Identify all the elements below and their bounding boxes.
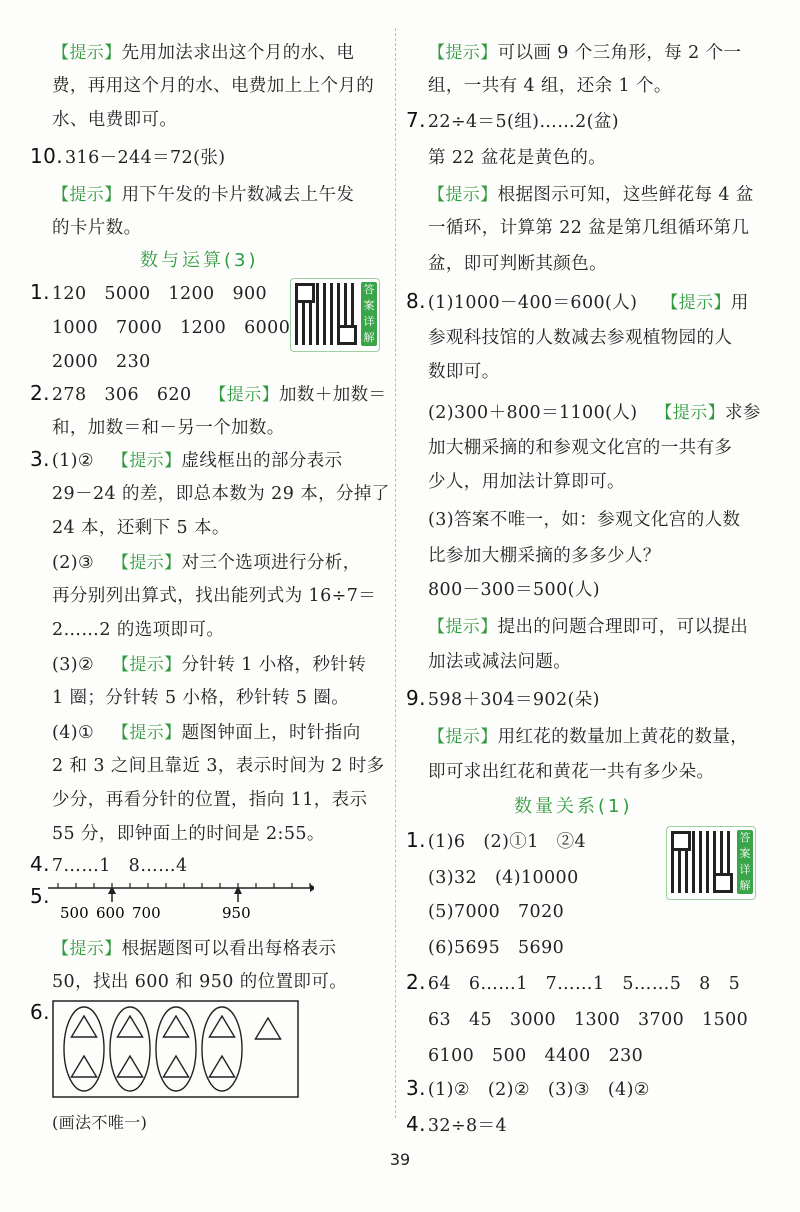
text-line: 6100 500 4400 230	[428, 1046, 644, 1066]
s2-q2-answer	[406, 970, 740, 995]
triangle-shape	[163, 1016, 188, 1037]
text-line: (6)5695 5690	[428, 938, 565, 958]
text-line: 即可求出红花和黄花一共有多少朵。	[428, 762, 715, 782]
hint-text: 加数＋加数＝	[279, 385, 387, 405]
answer-text: 598＋304＝902(朵)	[427, 690, 600, 710]
q8-3-answer: (3)答案不唯一，如：参观文化宫的人数	[428, 510, 741, 530]
question-number: 3.	[30, 447, 50, 471]
text-line: 比参加大棚采摘的多多少人？	[428, 546, 661, 566]
text-line: 50，找出 600 和 950 的位置即可。	[52, 972, 348, 992]
triangle-shape	[71, 1016, 96, 1037]
answer-text: 22÷4＝5(组)……2(盆)	[427, 112, 620, 132]
text-line	[428, 180, 754, 206]
answer-text: (4)①	[52, 723, 95, 743]
text-line	[52, 180, 354, 206]
answer-text: 7……1 8……4	[51, 856, 188, 876]
q7-answer	[406, 108, 619, 133]
tick-label: 700	[132, 904, 161, 922]
question-number: 1.	[30, 280, 50, 304]
text-line: 第 22 盆花是黄色的。	[428, 148, 607, 168]
hint-label: 【提示】	[428, 185, 498, 205]
q8-answer	[406, 288, 749, 314]
tick-label: 500	[60, 904, 89, 922]
question-number: 2.	[406, 970, 426, 994]
answer-text: (2)300＋800＝1100(人)	[428, 403, 638, 423]
q3-answer	[30, 446, 343, 472]
hint-text: 用	[730, 293, 749, 313]
hint-text: 用红花的数量加上黄花的数量，	[497, 727, 749, 747]
question-number: 9.	[406, 686, 426, 710]
text-line: 2 和 3 之间且靠近 3，表示时间为 2 时多	[52, 756, 385, 776]
text-line: (5)7000 7020	[428, 902, 565, 922]
hint-label: 【提示】	[111, 553, 182, 573]
q10-answer	[30, 144, 225, 169]
drawing-frame	[53, 1001, 298, 1097]
text-line: 1000 7000 1200 6000	[52, 318, 291, 338]
text-line: 参观科技馆的人数减去参观植物园的人	[428, 328, 733, 348]
s2-q3-answer	[406, 1076, 650, 1101]
hint-label: 【提示】	[428, 727, 498, 747]
hint-label: 【提示】	[209, 385, 280, 405]
qr-code[interactable]	[290, 278, 380, 352]
hint-text: 虚线框出的部分表示	[181, 451, 343, 471]
qr-code[interactable]	[666, 826, 756, 900]
answer-text: (1)6 (2)①1 ②4	[427, 832, 587, 852]
question-number: 10.	[30, 144, 64, 168]
answer-text: 64 6……1 7……1 5……5 8 5	[427, 974, 741, 994]
question-number: 4.	[406, 1112, 426, 1136]
hint-label: 【提示】	[661, 293, 731, 313]
triangle-drawing	[52, 1000, 300, 1100]
text-line: 盆，即可判断其颜色。	[428, 254, 607, 274]
answer-text: 120 5000 1200 900	[51, 284, 268, 304]
question-number: 5.	[30, 884, 50, 908]
question-number: 6.	[30, 1000, 50, 1024]
text-line	[52, 38, 354, 64]
hint-label: 【提示】	[52, 185, 122, 205]
text-line	[52, 934, 336, 960]
answer-text: (3)②	[52, 655, 95, 675]
q3-3-answer	[52, 650, 366, 676]
hint-text: 根据题图可以看出每格表示	[121, 939, 337, 959]
answer-text: (1)②	[51, 451, 94, 471]
text-line: 加大棚采摘的和参观文化宫的一共有多	[428, 438, 733, 458]
drawing-note: (画法不唯一)	[52, 1113, 148, 1132]
text-line	[428, 38, 741, 64]
answer-text: 278 306 620	[51, 385, 192, 405]
hint-label: 【提示】	[428, 617, 498, 637]
column-divider	[395, 28, 396, 1118]
text-line: 少分，再看分针的位置，指向 11，表示	[52, 790, 368, 810]
hint-label: 【提示】	[52, 939, 122, 959]
group-ellipse	[110, 1007, 150, 1091]
text-line: 组，一共有 4 组，还余 1 个。	[428, 76, 672, 96]
text-line: 2……2 的选项即可。	[52, 620, 225, 640]
hint-label: 【提示】	[655, 403, 725, 423]
tick-label: 950	[222, 904, 251, 922]
qr-pattern	[671, 831, 733, 893]
question-number: 3.	[406, 1076, 426, 1100]
hint-text: 根据图示可知，这些鲜花每 4 盆	[497, 185, 754, 205]
q8-2-answer	[428, 398, 761, 424]
q3-4-answer	[52, 718, 361, 744]
qr-pattern	[295, 283, 357, 345]
triangle-shape	[255, 1018, 280, 1039]
hint-text: 求参	[725, 403, 761, 423]
q3-2-answer	[52, 548, 361, 574]
hint-text: 题图钟面上，时针指向	[181, 723, 361, 743]
q4-answer	[30, 852, 188, 877]
question-number: 7.	[406, 108, 426, 132]
text-line: 55 分，即钟面上的时间是 2:55。	[52, 824, 325, 844]
text-line	[428, 722, 748, 748]
text-line: 1 圈；分针转 5 小格，秒针转 5 圈。	[52, 688, 350, 708]
text-line: 29－24 的差，即总本数为 29 本，分掉了	[52, 484, 390, 504]
group-ellipse	[64, 1007, 104, 1091]
page-number: 39	[389, 1150, 411, 1169]
triangle-shape	[117, 1016, 142, 1037]
question-number: 2.	[30, 381, 50, 405]
section-title: 数量关系(1)	[514, 796, 633, 817]
group-ellipse	[202, 1007, 242, 1091]
text-line: 费，再用这个月的水、电费加上上个月的	[52, 76, 375, 96]
qr-label: 答案详解	[737, 830, 753, 894]
text-line: (3)32 (4)10000	[428, 868, 579, 888]
qr-label: 答案详解	[361, 282, 377, 346]
hint-text: 可以画 9 个三角形，每 2 个一	[497, 43, 742, 63]
text-line: 一循环，计算第 22 盆是第几组循环第几	[428, 218, 750, 238]
text-line: 再分别列出算式，找出能列式为 16÷7＝	[52, 586, 377, 606]
group-ellipse	[156, 1007, 196, 1091]
text-line: 少人，用加法计算即可。	[428, 472, 625, 492]
text-line: 和，加数＝和－另一个加数。	[52, 418, 285, 438]
text-line: 数即可。	[428, 362, 500, 382]
hint-label: 【提示】	[111, 723, 182, 743]
text-line: 2000 230	[52, 352, 151, 372]
q6-number	[30, 1000, 52, 1024]
hint-text: 分针转 1 小格，秒针转	[181, 655, 367, 675]
hint-label: 【提示】	[52, 43, 122, 63]
text-line: 的卡片数。	[52, 218, 142, 238]
answer-text: (1)② (2)② (3)③ (4)②	[427, 1080, 650, 1100]
tick-label: 600	[96, 904, 125, 922]
s2-q4-answer	[406, 1112, 507, 1137]
answer-text: (2)③	[52, 553, 95, 573]
hint-label: 【提示】	[428, 43, 498, 63]
triangle-groups	[64, 1007, 281, 1091]
hint-label: 【提示】	[111, 655, 182, 675]
question-number: 4.	[30, 852, 50, 876]
section-title: 数与运算(3)	[140, 250, 259, 271]
answer-text: (1)1000－400＝600(人)	[427, 293, 638, 313]
question-number: 8.	[406, 289, 426, 313]
q9-answer	[406, 686, 600, 711]
hint-text: 用下午发的卡片数减去上午发	[121, 185, 355, 205]
text-line	[428, 612, 748, 638]
q1-answer	[30, 280, 267, 305]
hint-text: 提出的问题合理即可，可以提出	[497, 617, 749, 637]
triangle-shape	[163, 1056, 188, 1077]
text-line: 水、电费即可。	[52, 110, 178, 130]
answer-text: 316－244＝72(张)	[65, 148, 226, 168]
hint-text: 先用加法求出这个月的水、电	[121, 43, 355, 63]
triangle-shape	[209, 1016, 234, 1037]
text-line: 63 45 3000 1300 3700 1500	[428, 1010, 749, 1030]
answer-text: 32÷8＝4	[427, 1116, 507, 1136]
text-line: 800－300＝500(人)	[428, 580, 600, 600]
s2-q1-answer	[406, 828, 586, 853]
text-line: 24 本，还剩下 5 本。	[52, 518, 230, 538]
text-line: 加法或减法问题。	[428, 652, 572, 672]
triangle-shape	[209, 1056, 234, 1077]
q2-answer	[30, 380, 386, 406]
number-line	[44, 878, 314, 926]
hint-label: 【提示】	[111, 451, 182, 471]
hint-text: 对三个选项进行分析，	[181, 553, 361, 573]
triangle-shape	[117, 1056, 142, 1077]
question-number: 1.	[406, 828, 426, 852]
triangle-shape	[71, 1056, 96, 1077]
